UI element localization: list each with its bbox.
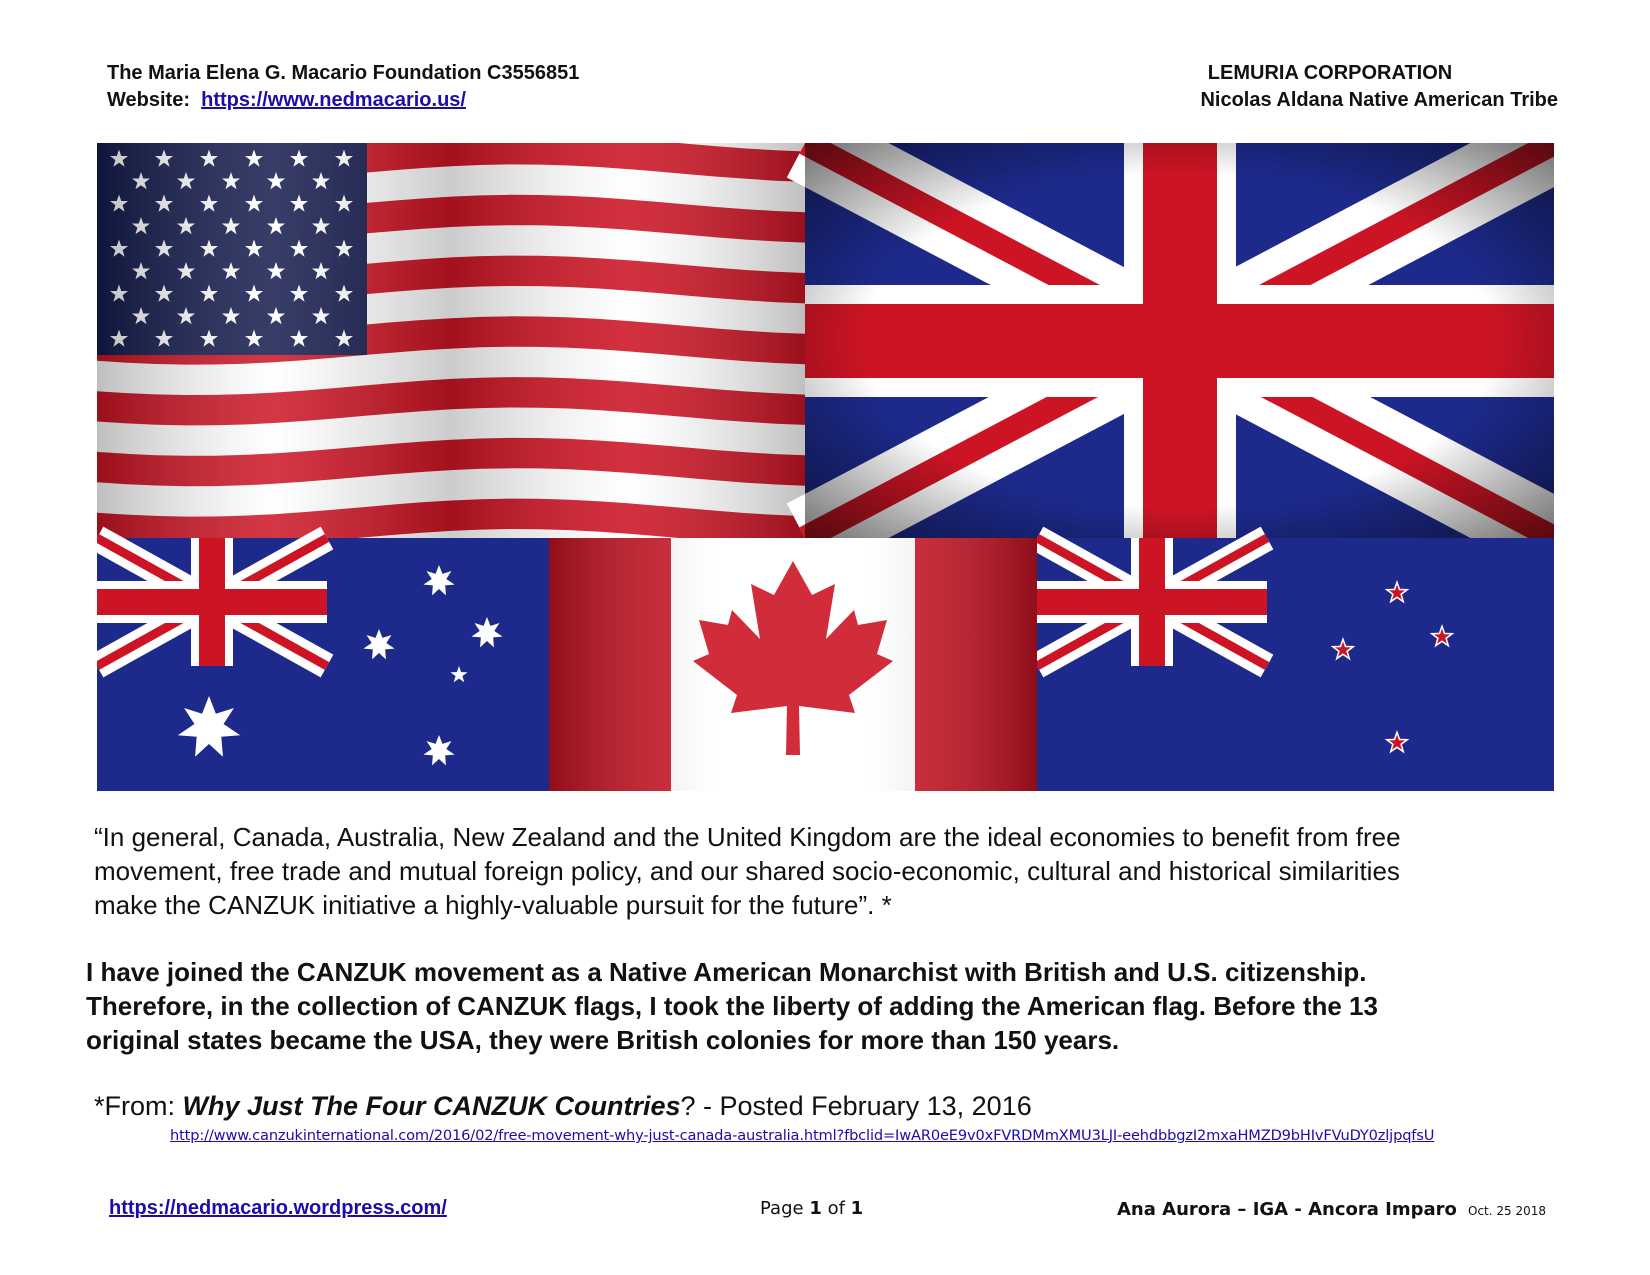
source-prefix: *From: xyxy=(94,1091,183,1121)
website-label: Website: xyxy=(107,89,190,111)
source-citation xyxy=(94,1090,1032,1122)
statement-line: I have joined the CANZUK movement as a Native American Monarchist with British and U.S. citizenship. xyxy=(86,957,1367,987)
source-title: Why Just The Four CANZUK Countries xyxy=(182,1091,681,1121)
author-signature: Ana Aurora – IGA - Ancora Imparo xyxy=(1117,1199,1457,1220)
author-statement xyxy=(86,955,1606,1057)
canada-flag xyxy=(549,538,1037,791)
quote-line: movement, free trade and mutual foreign policy, and our shared socio-economic, cultural and historical similarities xyxy=(94,856,1400,886)
source-url-link[interactable]: http://www.canzukinternational.com/2016/02/free-movement-why-just-canada-australia.html?fbclid=IwAR0eE9v0xFVRDMmXMU3LJI-eehdbbgzI2mxaHMZD9bHIvFVuDY0zljpqfsU xyxy=(170,1127,1435,1144)
canzuk-flags-collage xyxy=(97,143,1554,791)
document-date: Oct. 25 2018 xyxy=(1468,1204,1546,1218)
quote-line: “In general, Canada, Australia, New Zealand and the United Kingdom are the ideal economies to benefit from free xyxy=(94,822,1401,852)
foundation-name: The Maria Elena G. Macario Foundation C3556851 xyxy=(107,62,580,84)
corporation-name: LEMURIA CORPORATION xyxy=(1207,62,1453,84)
canzuk-quote xyxy=(94,820,1584,922)
statement-line: original states became the USA, they were British colonies for more than 150 years. xyxy=(86,1025,1120,1055)
website-line xyxy=(107,87,466,114)
blog-link[interactable]: https://nedmacario.wordpress.com/ xyxy=(109,1197,447,1219)
usa-flag xyxy=(97,143,805,547)
quote-line: make the CANZUK initiative a highly-valuable pursuit for the future”. * xyxy=(94,890,892,920)
page-number: Page 1 of 1 xyxy=(760,1198,864,1219)
australia-flag xyxy=(97,538,549,791)
union-jack-flag xyxy=(805,143,1554,538)
source-suffix: ? - Posted February 13, 2016 xyxy=(680,1091,1032,1121)
new-zealand-flag xyxy=(1037,538,1554,791)
tribe-name: Nicolas Aldana Native American Tribe xyxy=(1200,89,1558,111)
website-link[interactable]: https://www.nedmacario.us/ xyxy=(201,89,466,111)
statement-line: Therefore, in the collection of CANZUK flags, I took the liberty of adding the American flag. Before the 13 xyxy=(86,991,1378,1021)
